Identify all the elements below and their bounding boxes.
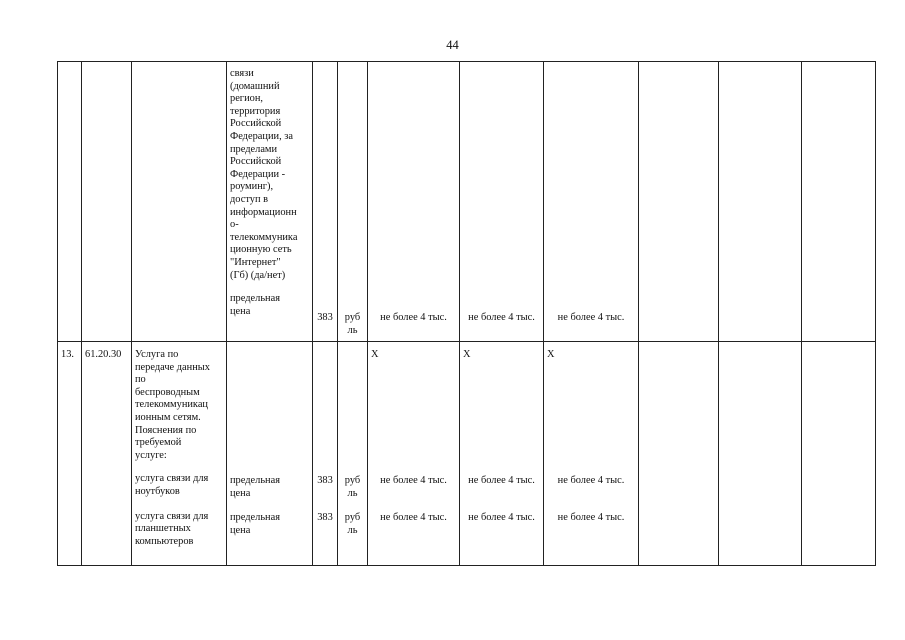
description-line: "Интернет" — [230, 256, 281, 268]
cell-value-1 — [368, 342, 460, 566]
sub-service-line: ноутбуков — [135, 485, 180, 497]
description-line: роуминг), — [230, 181, 274, 193]
cell-empty — [719, 342, 802, 566]
description-line: территория — [230, 105, 281, 117]
cell-value-3 — [544, 342, 639, 566]
description-line: Федерации - — [230, 168, 286, 180]
cell-value-3 — [544, 62, 639, 342]
limit-value: не более 4 тыс. — [380, 312, 447, 323]
x-mark: X — [463, 349, 471, 360]
okei-code: 383 — [317, 475, 333, 486]
service-line: передаче данных — [135, 361, 210, 373]
sub-service-line: планшетных — [135, 523, 191, 535]
service-line: Пояснения по — [135, 424, 197, 436]
description-line: доступ в — [230, 193, 269, 205]
service-line: Услуга по — [135, 349, 179, 360]
sub-service-line: услуга связи для — [135, 473, 209, 485]
service-line: беспроводным — [135, 386, 200, 398]
cell-value-1 — [368, 62, 460, 342]
cell-code — [82, 342, 132, 566]
cell-empty — [639, 342, 719, 566]
service-line: ионным сетям. — [135, 411, 201, 423]
service-line: телекоммуникац — [135, 399, 208, 411]
description-line: информационн — [230, 206, 297, 218]
unit-line: ль — [347, 487, 358, 499]
description-line: Российской — [230, 118, 282, 130]
limit-value: не более 4 тыс. — [468, 312, 535, 323]
cell-empty — [802, 342, 876, 566]
okei-code: 383 — [317, 312, 333, 323]
cell-value-2 — [460, 342, 544, 566]
description-line: регион, — [230, 93, 263, 105]
cell-characteristic — [227, 62, 313, 342]
characteristic-line: цена — [230, 305, 251, 317]
okpd-code: 61.20.30 — [85, 349, 122, 360]
description-line: ционную сеть — [230, 244, 292, 256]
sub-service-line: услуга связи для — [135, 510, 209, 522]
unit-line: ль — [347, 324, 358, 336]
description-line: (домашний — [230, 80, 280, 92]
cell-service — [132, 62, 227, 342]
cell-unit — [338, 342, 368, 566]
unit-line: руб — [344, 475, 361, 486]
description-line: телекоммуника — [230, 231, 298, 243]
limit-value: не более 4 тыс. — [468, 474, 535, 486]
unit-line: руб — [344, 512, 361, 524]
service-line: услуге: — [135, 449, 167, 461]
description-line: связи — [230, 68, 254, 79]
characteristic-line: цена — [230, 524, 251, 536]
characteristic-line: предельная — [230, 293, 281, 305]
cell-index — [58, 62, 82, 342]
cell-code — [82, 62, 132, 342]
okei-code: 383 — [317, 512, 333, 524]
cell-unit — [338, 62, 368, 342]
unit-line: ль — [347, 524, 358, 536]
description-line: о- — [230, 219, 239, 231]
cell-characteristic — [227, 342, 313, 566]
table-row-13 — [58, 342, 876, 566]
description-line: Федерации, за — [230, 130, 293, 142]
x-mark: X — [547, 349, 555, 360]
characteristic-line: предельная — [230, 512, 281, 524]
description-line: пределами — [230, 143, 278, 155]
cell-empty — [802, 62, 876, 342]
cell-okei-code — [313, 342, 338, 566]
limit-value: не более 4 тыс. — [380, 512, 447, 524]
description-line: (Гб) (да/нет) — [230, 269, 286, 281]
limit-value: не более 4 тыс. — [557, 312, 625, 323]
limit-value: не более 4 тыс. — [557, 512, 625, 524]
requirements-table — [57, 61, 876, 566]
limit-value: не более 4 тыс. — [380, 474, 447, 486]
cell-service — [132, 342, 227, 566]
cell-index — [58, 342, 82, 566]
table-row-continued — [58, 62, 876, 342]
cell-value-2 — [460, 62, 544, 342]
limit-value: не более 4 тыс. — [468, 512, 535, 524]
limit-value: не более 4 тыс. — [557, 474, 625, 486]
row-index: 13. — [61, 349, 74, 360]
description-line: Российской — [230, 156, 282, 168]
service-line: по — [135, 374, 146, 386]
characteristic-line: цена — [230, 487, 251, 499]
cell-okei-code — [313, 62, 338, 342]
characteristic-line: предельная — [230, 475, 281, 486]
service-line: требуемой — [135, 437, 182, 449]
cell-empty — [719, 62, 802, 342]
sub-service-line: компьютеров — [135, 535, 194, 547]
unit-line: руб — [344, 312, 361, 323]
cell-empty — [639, 62, 719, 342]
page-number: 44 — [446, 38, 459, 52]
x-mark: X — [371, 349, 379, 360]
